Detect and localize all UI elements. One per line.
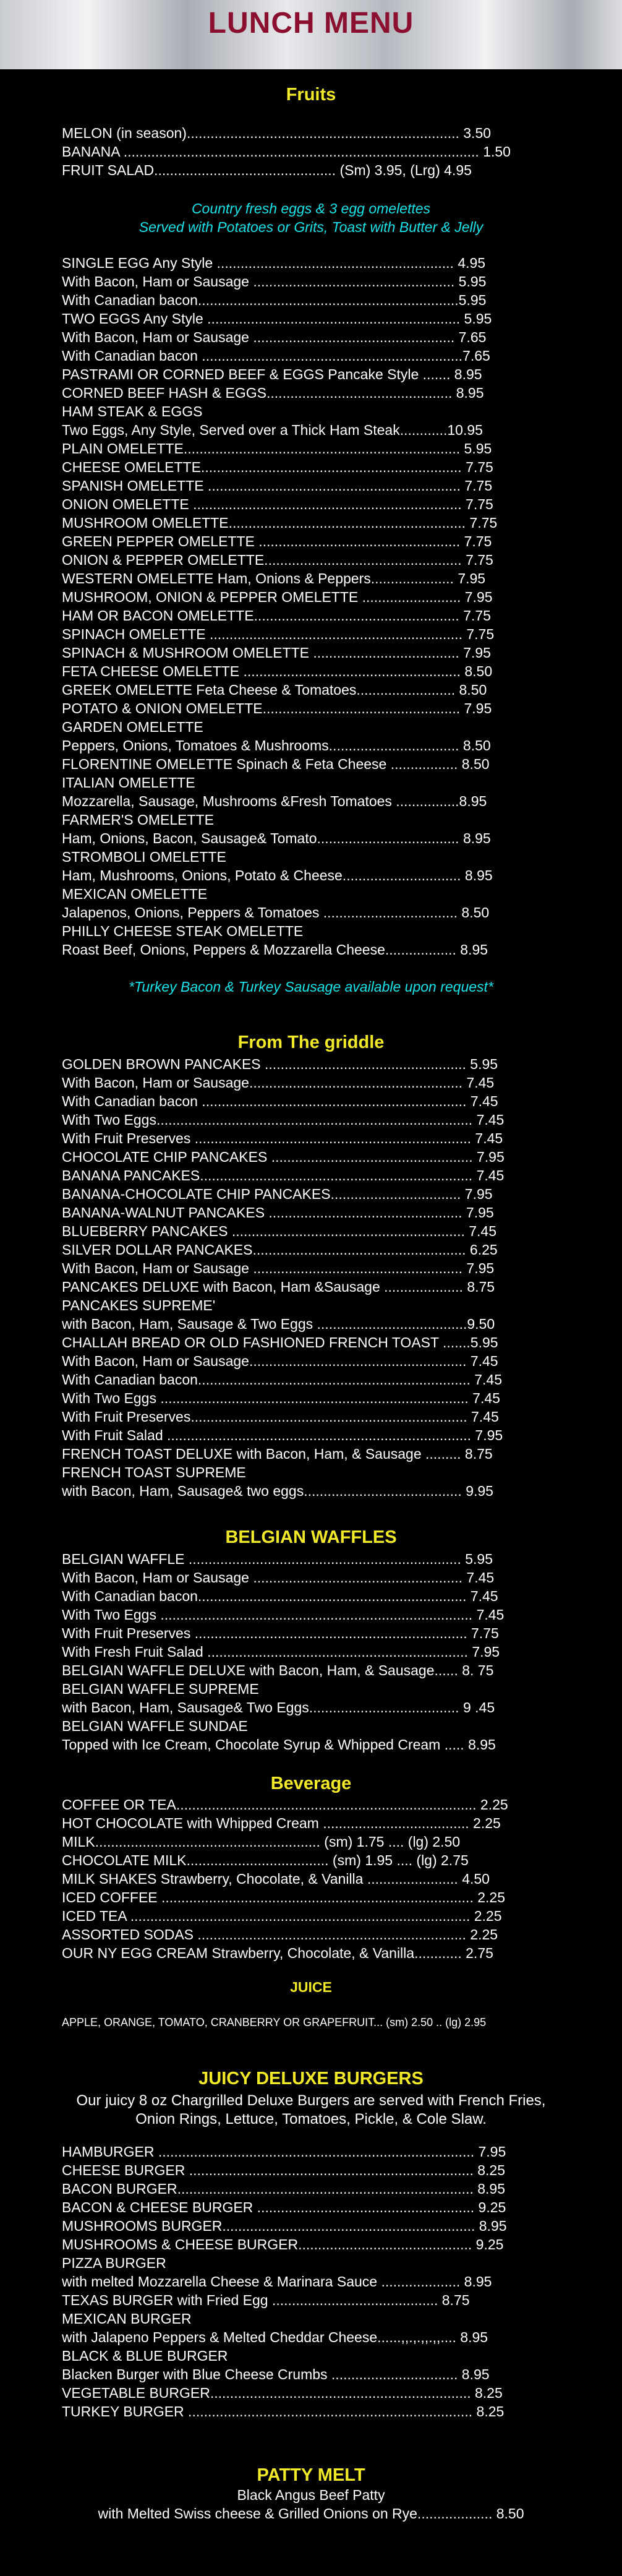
- menu-item: ICED COFFEE ............................................................................... 2.25: [62, 1889, 505, 1905]
- menu-item: BACON & CHEESE BURGER ....................................................... 9.25: [62, 2199, 506, 2215]
- title-banner: [0, 0, 622, 69]
- menu-item: SINGLE EGG Any Style ............................................................ 4.95: [62, 255, 486, 271]
- menu-item: FARMER'S OMELETTE: [62, 812, 214, 828]
- menu-item: with Bacon, Ham, Sausage& two eggs........................................ 9.95: [62, 1483, 493, 1499]
- menu-item: MUSHROOMS & CHEESE BURGER............................................ 9.25: [62, 2236, 504, 2252]
- menu-item: CHOCOLATE CHIP PANCAKES ................................................... 7.95: [62, 1149, 505, 1165]
- menu-item: Two Eggs, Any Style, Served over a Thick Ham Steak............10.95: [62, 422, 483, 438]
- menu-item: With Bacon, Ham or Sausage ................................................... 7.65: [62, 329, 487, 345]
- patty-melt-heading: PATTY MELT: [257, 2465, 365, 2485]
- waffles-list: [62, 1550, 544, 1754]
- menu-item: Ham, Mushrooms, Onions, Potato & Cheese.............................. 8.95: [62, 867, 493, 883]
- juice-heading: JUICE: [290, 1979, 332, 1995]
- menu-item: CHEESE OMELETTE.................................................................. 7.75: [62, 459, 493, 475]
- patty-melt-line1: Black Angus Beef Patty: [237, 2487, 385, 2503]
- menu-item: BELGIAN WAFFLE ..................................................................... 5.95: [62, 1551, 493, 1567]
- patty-melt-line2: with Melted Swiss cheese & Grilled Onions on Rye................... 8.50: [98, 2505, 524, 2522]
- menu-item: With Two Eggs................................................................................ 7.45: [62, 1112, 505, 1128]
- menu-item: With Bacon, Ham or Sausage ..................................................... 7.95: [62, 1260, 495, 1276]
- griddle-list: [62, 1055, 544, 1500]
- menu-item: SPINACH OMELETTE ................................................................ 7.75: [62, 626, 495, 642]
- fruits-heading: Fruits: [286, 85, 336, 105]
- burgers-list: [62, 2142, 544, 2421]
- menu-item: ASSORTED SODAS .................................................................... 2.25: [62, 1926, 498, 1943]
- menu-item: With Canadian bacon ................................................................... 7.45: [62, 1093, 498, 1109]
- menu-item: BANANA .......................................................................................... 1.50: [62, 144, 511, 160]
- menu-item: With Fruit Preserves ..................................................................... 7.75: [62, 1625, 499, 1641]
- menu-item: With Bacon, Ham or Sausage...................................................... 7.45: [62, 1075, 495, 1091]
- menu-item: MILK......................................................... (sm) 1.75 .... (lg) 2.50: [62, 1834, 461, 1850]
- menu-item: PIZZA BURGER: [62, 2255, 166, 2271]
- menu-item: With Two Eggs ............................................................................... 7.45: [62, 1607, 505, 1623]
- menu-item: With Canadian bacon..................................................................5.95: [62, 292, 487, 308]
- menu-item: GREEN PEPPER OMELETTE ................................................... 7.75: [62, 533, 492, 549]
- beverage-list: [62, 1795, 544, 1962]
- menu-item: BLACK & BLUE BURGER: [62, 2348, 228, 2364]
- menu-item: MUSHROOM, ONION & PEPPER OMELETTE ......................... 7.95: [62, 589, 493, 605]
- menu-item: MUSHROOMS BURGER................................................................ 8.95: [62, 2218, 507, 2234]
- menu-item: MEXICAN OMELETTE: [62, 886, 208, 902]
- waffles-heading: BELGIAN WAFFLES: [225, 1527, 397, 1547]
- burgers-intro: Our juicy 8 oz Chargrilled Deluxe Burgers are served with French Fries, Onion Rings, Lettuce, Tomatoes, Pickle, & Cole Slaw.: [76, 2092, 546, 2127]
- beverage-heading: Beverage: [270, 1774, 352, 1793]
- menu-item: STROMBOLI OMELETTE: [62, 849, 226, 865]
- menu-item: ICED TEA ...................................................................................... 2.25: [62, 1908, 502, 1924]
- menu-item: FLORENTINE OMELETTE Spinach & Feta Cheese ................. 8.50: [62, 756, 490, 772]
- menu-item: SPINACH & MUSHROOM OMELETTE ..................................... 7.95: [62, 645, 491, 661]
- menu-item: MELON (in season)..................................................................... 3.50: [62, 125, 492, 141]
- menu-item: With Canadian bacon ..................................................................7.65: [62, 348, 490, 364]
- menu-item: MILK SHAKES Strawberry, Chocolate, & Vanilla ....................... 4.50: [62, 1871, 490, 1887]
- menu-item: with Bacon, Ham, Sausage& Two Eggs...................................... 9 .45: [62, 1699, 495, 1715]
- menu-item: with melted Mozzarella Cheese & Marinara Sauce .................... 8.95: [62, 2273, 492, 2290]
- turkey-request-note: *Turkey Bacon & Turkey Sausage available upon request*: [129, 979, 493, 995]
- menu-item: With Bacon, Ham or Sausage ..................................................... 7.45: [62, 1569, 495, 1586]
- menu-item: BLUEBERRY PANCAKES ........................................................... 7.45: [62, 1223, 497, 1239]
- menu-item: With Canadian bacon..................................................................... 7.45: [62, 1372, 502, 1388]
- menu-item: ONION & PEPPER OMELETTE.................................................. 7.75: [62, 552, 493, 568]
- menu-item: HAM STEAK & EGGS: [62, 403, 203, 419]
- menu-item: with Bacon, Ham, Sausage & Two Eggs ......................................9.50: [62, 1316, 495, 1332]
- menu-item: BELGIAN WAFFLE SUPREME: [62, 1681, 259, 1697]
- menu-item: OUR NY EGG CREAM Strawberry, Chocolate, & Vanilla............ 2.75: [62, 1945, 493, 1961]
- menu-item: PANCAKES SUPREME': [62, 1297, 216, 1313]
- menu-item: FRUIT SALAD.............................................. (Sm) 3.95, (Lrg) 4.95: [62, 162, 472, 178]
- eggs-note-line2: Served with Potatoes or Grits, Toast with Butter & Jelly: [138, 219, 484, 235]
- menu-item: BELGIAN WAFFLE SUNDAE: [62, 1718, 248, 1734]
- menu-item: FRENCH TOAST SUPREME: [62, 1464, 246, 1480]
- menu-item: WESTERN OMELETTE Ham, Onions & Peppers..................... 7.95: [62, 570, 486, 586]
- menu-item: COFFEE OR TEA............................................................................ 2.25: [62, 1797, 508, 1813]
- menu-item: PLAIN OMELETTE...................................................................... 5.95: [62, 440, 492, 457]
- eggs-note-line1: Country fresh eggs & 3 egg omelettes: [191, 200, 431, 217]
- menu-item: SILVER DOLLAR PANCAKES...................................................... 6.25: [62, 1242, 498, 1258]
- menu-item: With Bacon, Ham or Sausage ................................................... 5.95: [62, 273, 487, 290]
- menu-item: With Two Eggs .............................................................................. 7.45: [62, 1390, 500, 1406]
- eggs-list: [62, 254, 544, 959]
- menu-item: VEGETABLE BURGER.................................................................. 8.25: [62, 2385, 503, 2401]
- menu-item: With Fresh Fruit Salad .................................................................. 7.95: [62, 1644, 500, 1660]
- menu-item: TEXAS BURGER with Fried Egg .......................................... 8.75: [62, 2292, 470, 2308]
- menu-item: CHEESE BURGER ........................................................................ 8.25: [62, 2162, 506, 2178]
- burgers-heading: JUICY DELUXE BURGERS: [198, 2069, 424, 2089]
- menu-item: ITALIAN OMELETTE: [62, 775, 195, 791]
- griddle-heading: From The griddle: [237, 1033, 385, 1052]
- menu-item: Roast Beef, Onions, Peppers & Mozzarella Cheese.................. 8.95: [62, 942, 488, 958]
- menu-item: BANANA-WALNUT PANCAKES ................................................. 7.95: [62, 1204, 494, 1221]
- menu-item: Peppers, Onions, Tomatoes & Mushrooms................................. 8.50: [62, 737, 491, 753]
- menu-item: With Canadian bacon.................................................................... 7.45: [62, 1588, 498, 1604]
- menu-item: CORNED BEEF HASH & EGGS............................................... 8.95: [62, 385, 484, 401]
- menu-item: MEXICAN BURGER: [62, 2311, 192, 2327]
- menu-item: BANANA-CHOCOLATE CHIP PANCAKES................................. 7.95: [62, 1186, 493, 1202]
- menu-item: Jalapenos, Onions, Peppers & Tomatoes .................................. 8.50: [62, 904, 490, 921]
- menu-item: Ham, Onions, Bacon, Sausage& Tomato.................................... 8.95: [62, 830, 491, 846]
- menu-item: GOLDEN BROWN PANCAKES ................................................... 5.95: [62, 1056, 498, 1072]
- menu-item: HAM OR BACON OMELETTE.................................................... 7.75: [62, 608, 491, 624]
- fruits-list: [62, 124, 544, 179]
- menu-item: TWO EGGS Any Style ................................................................ 5.95: [62, 311, 492, 327]
- menu-item: With Fruit Preserves...................................................................... 7.45: [62, 1409, 499, 1425]
- menu-item: BELGIAN WAFFLE DELUXE with Bacon, Ham, & Sausage...... 8. 75: [62, 1662, 494, 1678]
- page-title: LUNCH MENU: [208, 7, 414, 40]
- menu-item: ONION OMELETTE .................................................................... 7.75: [62, 496, 493, 512]
- menu-item: With Bacon, Ham or Sausage....................................................... 7.45: [62, 1353, 498, 1369]
- menu-item: TURKEY BURGER ........................................................................ 8.25: [62, 2403, 505, 2419]
- menu-item: Blacken Burger with Blue Cheese Crumbs ................................ 8.95: [62, 2366, 490, 2382]
- menu-item: CHOCOLATE MILK.................................... (sm) 1.95 .... (lg) 2.75: [62, 1852, 469, 1868]
- menu-item: PHILLY CHEESE STEAK OMELETTE: [62, 923, 304, 939]
- menu-item: BANANA PANCAKES..................................................................... 7.45: [62, 1167, 505, 1183]
- menu-item: HAMBURGER ................................................................................ 7.95: [62, 2144, 506, 2160]
- menu-item: Mozzarella, Sausage, Mushrooms &Fresh Tomatoes ................8.95: [62, 793, 487, 809]
- menu-item: FRENCH TOAST DELUXE with Bacon, Ham, & Sausage ......... 8.75: [62, 1446, 493, 1462]
- menu-item: HOT CHOCOLATE with Whipped Cream ..................................... 2.25: [62, 1815, 501, 1831]
- menu-item: BACON BURGER........................................................................... 8.95: [62, 2181, 505, 2197]
- juice-line: APPLE, ORANGE, TOMATO, CRANBERRY OR GRAPEFRUIT... (sm) 2.50 .. (lg) 2.95: [62, 2016, 487, 2029]
- menu-item: With Fruit Preserves ...................................................................... 7.45: [62, 1130, 503, 1146]
- menu-item: Topped with Ice Cream, Chocolate Syrup & Whipped Cream ..... 8.95: [62, 1737, 496, 1753]
- menu-item: With Fruit Salad ............................................................................. 7.95: [62, 1427, 503, 1443]
- menu-item: PASTRAMI OR CORNED BEEF & EGGS Pancake Style ....... 8.95: [62, 366, 482, 382]
- menu-item: FETA CHEESE OMELETTE ....................................................... 8.50: [62, 663, 493, 679]
- menu-item: MUSHROOM OMELETTE............................................................ 7.75: [62, 515, 498, 531]
- menu-item: POTATO & ONION OMELETTE.................................................. 7.95: [62, 700, 492, 716]
- menu-item: SPANISH OMELETTE ................................................................ 7.75: [62, 478, 493, 494]
- menu-item: PANCAKES DELUXE with Bacon, Ham &Sausage .................... 8.75: [62, 1279, 495, 1295]
- menu-item: GARDEN OMELETTE: [62, 719, 203, 735]
- menu-item: with Jalapeno Peppers & Melted Cheddar Cheese......,,.,.,,.,,.... 8.95: [62, 2329, 488, 2345]
- menu-item: CHALLAH BREAD OR OLD FASHIONED FRENCH TOAST .......5.95: [62, 1334, 498, 1350]
- menu-item: GREEK OMELETTE Feta Cheese & Tomatoes......................... 8.50: [62, 682, 487, 698]
